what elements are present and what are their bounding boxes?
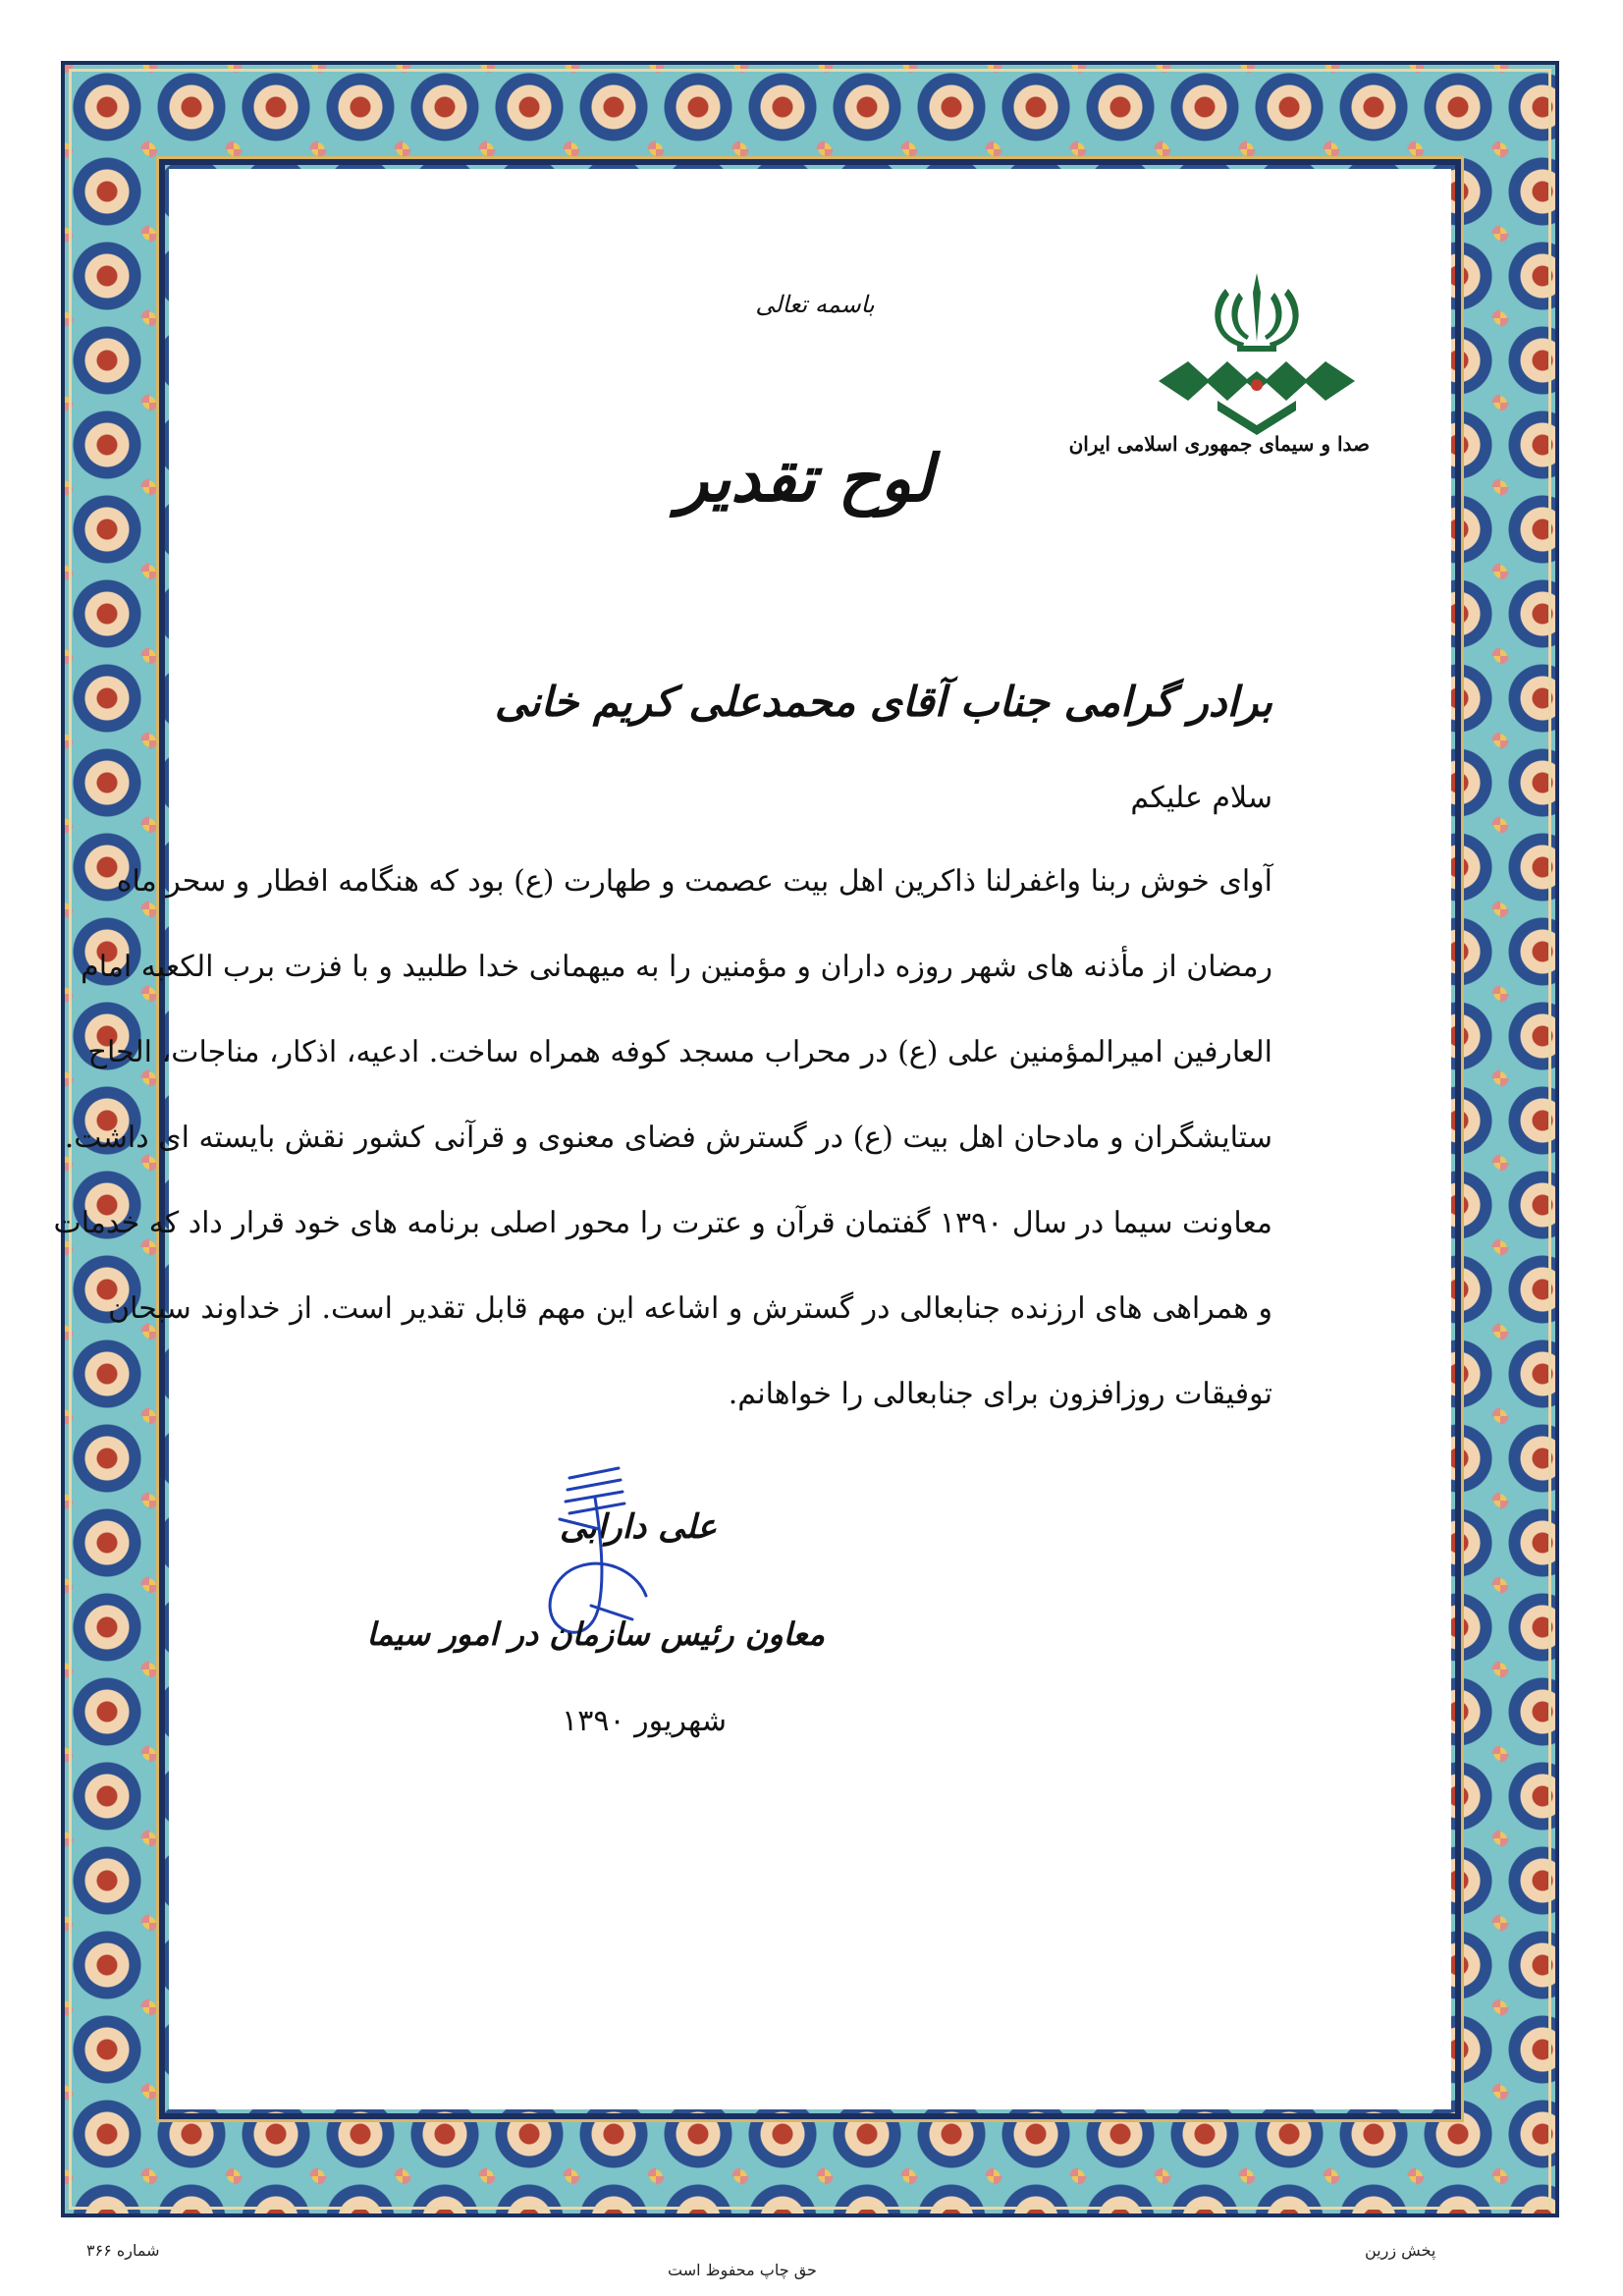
body-line: ستایشگران و مادحان اهل بیت (ع) در گسترش فضای معنوی و قرآنی کشور نقش بایسته ای داشت. bbox=[64, 1121, 1272, 1155]
signer-position: معاون رئیس سازمان در امور سیما bbox=[366, 1615, 825, 1653]
organization-name: صدا و سیمای جمهوری اسلامی ایران bbox=[1068, 432, 1370, 456]
signer-name: علی دارابی bbox=[560, 1507, 717, 1547]
body-line: آوای خوش ربنا واغفرلنا ذاکرین اهل بیت عصمت و طهارت (ع) بود که هنگامه افطار و سحر ماه bbox=[116, 864, 1272, 899]
irib-logo-icon bbox=[1149, 263, 1365, 460]
footer-publisher: پخش زرین bbox=[1365, 2241, 1436, 2260]
invocation-text: باسمه تعالی bbox=[755, 291, 875, 318]
footer-copyright: حق چاپ محفوظ است bbox=[668, 2261, 817, 2279]
signature-date: شهریور ۱۳۹۰ bbox=[562, 1704, 727, 1738]
page-title: لوح تقدیر bbox=[676, 440, 934, 517]
body-line: و همراهی های ارزنده جنابعالی در گسترش و اشاعه این مهم قابل تقدیر است. از خداوند سبحان bbox=[108, 1291, 1272, 1326]
greeting: سلام علیکم bbox=[1130, 781, 1272, 815]
body-line: رمضان از مأذنه های شهر روزه داران و مؤمنین را به میهمانی خدا طلبید و با فزت برب الکعبه امام bbox=[81, 950, 1272, 984]
body-line: العارفین امیرالمؤمنین علی (ع) در محراب مسجد کوفه همراه ساخت. ادعیه، اذکار، مناجات، الحاح bbox=[87, 1035, 1272, 1069]
body-line: معاونت سیما در سال ۱۳۹۰ گفتمان قرآن و عترت را محور اصلی برنامه های خود قرار داد که خدمات bbox=[53, 1206, 1272, 1240]
footer-number: شماره ۳۶۶ bbox=[86, 2241, 160, 2260]
recipient-line: برادر گرامی جناب آقای محمدعلی کریم خانی bbox=[494, 678, 1272, 726]
body-line: توفیقات روزافزون برای جنابعالی را خواهانم. bbox=[728, 1377, 1272, 1411]
letter-body bbox=[53, 852, 1272, 1450]
